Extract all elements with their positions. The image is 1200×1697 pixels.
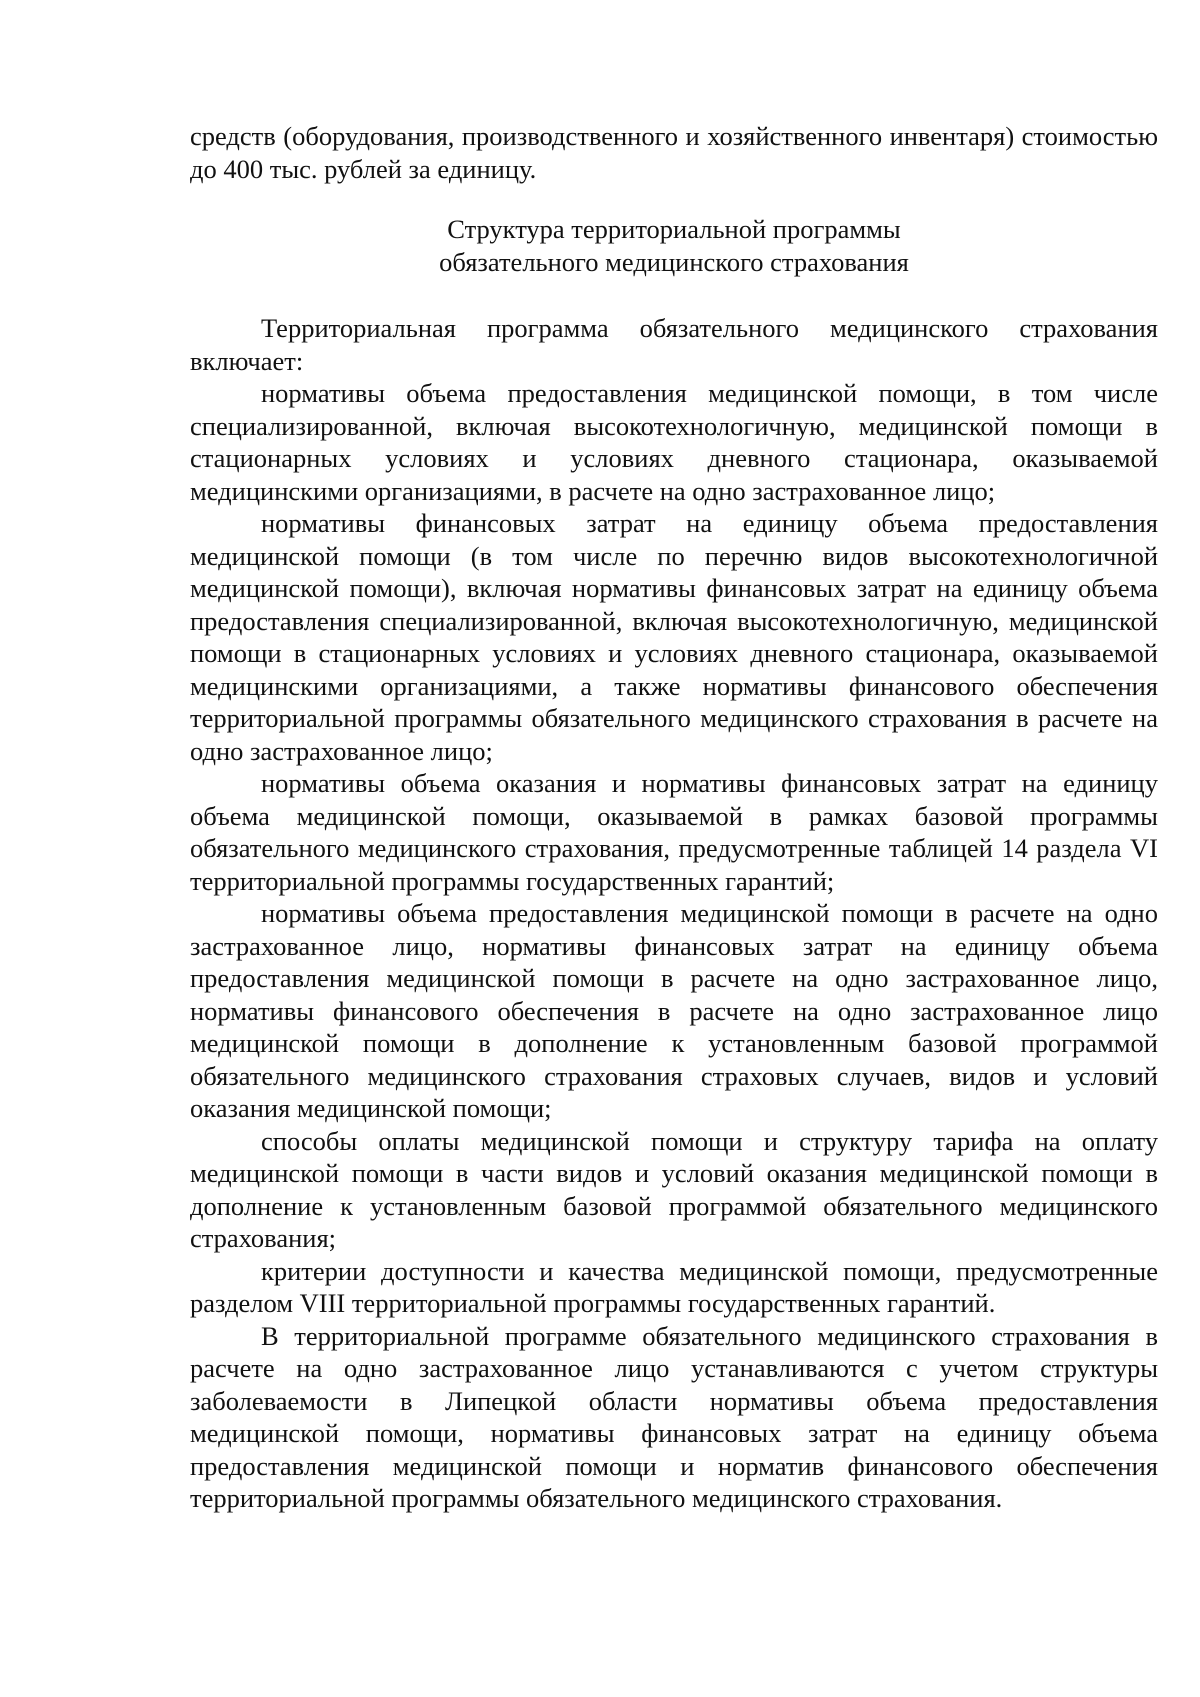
paragraph-additional-norms: нормативы объема предоставления медицинской помощи в расчете на одно застрахованное лицо, нормативы финансовых затрат на единицу объема предоставления медицинской помощи в расчете на одно застрахованное лицо, нормативы финансового обеспечения в расчете на одно застрахованное лицо медицинской помощи в дополнение к установленным базовой программой обязательного медицинского страхования страховых случаев, видов и условий оказания медицинской помощи; [190,898,1158,1123]
intro-paragraph: средств (оборудования, производственного и хозяйственного инвентаря) стоимостью до 400 тыс. рублей за единицу. [190,121,1158,184]
section-heading-line-1: Структура территориальной программы [447,214,901,244]
paragraph-program-includes: Территориальная программа обязательного медицинского страхования включает: [190,313,1158,376]
paragraph-base-program-norms: нормативы объема оказания и нормативы финансовых затрат на единицу объема медицинской помощи, оказываемой в рамках базовой программы обязательного медицинского страхования, предусмотренные таблицей 14 раздела VI территориальной программы государственных гарантий; [190,768,1158,896]
paragraph-per-insured-norms: В территориальной программе обязательного медицинского страхования в расчете на одно застрахованное лицо устанавливаются с учетом структуры заболеваемости в Липецкой области нормативы объема предоставления медицинской помощи, нормативы финансовых затрат на единицу объема предоставления медицинской помощи и норматив финансового обеспечения территориальной программы обязательного медицинского страхования. [190,1320,1158,1513]
paragraph-payment-methods: способы оплаты медицинской помощи и структуру тарифа на оплату медицинской помощи в части видов и условий оказания медицинской помощи в дополнение к установленным базовой программой обязательного медицинского страхования; [190,1125,1158,1253]
paragraph-volume-norms: нормативы объема предоставления медицинской помощи, в том числе специализированной, включая высокотехнологичную, медицинской помощи в стационарных условиях и условиях дневного стационара, оказываемой медицинскими организациями, в расчете на одно застрахованное лицо; [190,378,1158,506]
section-heading-line-2: обязательного медицинского страхования [439,246,909,277]
document-page [190,120,1158,1515]
section-heading [190,213,1158,278]
paragraph-quality-criteria: критерии доступности и качества медицинской помощи, предусмотренные разделом VIII территориальной программы государственных гарантий. [190,1255,1158,1318]
paragraph-financial-cost-norms: нормативы финансовых затрат на единицу объема предоставления медицинской помощи (в том числе по перечню видов высокотехнологичной медицинской помощи), включая нормативы финансовых затрат на единицу объема предоставления специализированной, включая высокотехнологичную, медицинской помощи в стационарных условиях и условиях дневного стационара, оказываемой медицинскими организациями, а также нормативы финансового обеспечения территориальной программы обязательного медицинского страхования в расчете на одно застрахованное лицо; [190,508,1158,766]
